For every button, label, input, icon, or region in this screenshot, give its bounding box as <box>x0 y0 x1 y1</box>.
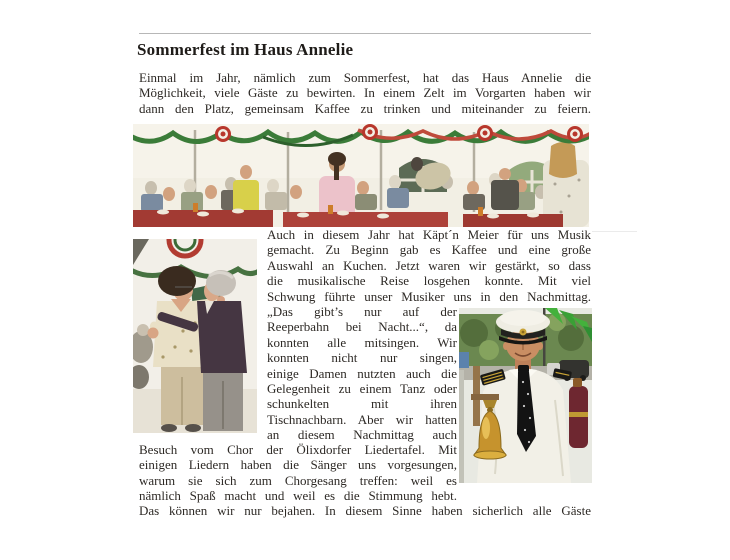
text-line: einigen Liedern haben die Sänger uns vorgesungen, <box>139 457 457 473</box>
scan-artifact-line <box>592 231 637 232</box>
text-line: gemacht. Zu Beginn gab es Kaffee und eine große <box>267 242 591 258</box>
text-line: dann den Platz, gemeinsam Kaffee zu trinken und miteinander zu feiern. <box>139 100 591 116</box>
captain-illustration <box>459 308 592 483</box>
text-line: nämlich Spaß macht und weil es die Stimmung hebt. <box>139 488 457 504</box>
text-line: Möglichkeit, viele Gäste zu bewirten. In einem Zelt im Vorgarten haben wir <box>139 85 591 101</box>
photo-dancing-couple <box>133 239 257 433</box>
tent-party-illustration <box>133 124 589 227</box>
text-line: an diesem Nachmittag auch <box>267 427 457 443</box>
photo-tent-party <box>133 124 589 227</box>
text-line: Besuch vom Chor der Ölixdorfer Liedertafel. Mit <box>139 442 457 457</box>
top-divider-rule <box>139 33 591 34</box>
closing-paragraph <box>139 503 591 518</box>
text-line: die musikalische Reise losgehen konnte. Mit viel <box>267 273 591 289</box>
text-line: Schwung führte unser Musiker uns in den Nachmittag. <box>267 288 591 304</box>
text-line: Reeperbahn bei Nacht...“, da <box>267 319 457 335</box>
text-line: „Das gibt’s nur auf der <box>267 304 457 319</box>
text-line: Gelegenheit zu einem Tanz oder <box>267 380 457 396</box>
text-line: Tischnachbarn. Aber wir hatten <box>267 411 457 427</box>
text-line: schunkelten mit ihren <box>267 396 457 412</box>
text-line: warum sie sich zum Chorgesang treffen: weil es <box>139 472 457 488</box>
paragraph-between-photos <box>267 304 457 443</box>
text-line: einige Damen nutzten auch die <box>267 365 457 381</box>
text-line: Einmal im Jahr, nämlich zum Sommerfest, hat das Haus Annelie die <box>139 70 591 85</box>
text-line: Das können wir nur bejahen. In diesem Sinne haben sicherlich alle Gäste <box>139 503 591 518</box>
text-line: konnten alle mitsingen. Wir <box>267 334 457 350</box>
paragraph-beside-captain-photo <box>139 442 457 504</box>
text-line: Auswahl an Kuchen. Jetzt waren wir gestärkt, so dass <box>267 257 591 273</box>
text-line: konnten nicht nur singen, <box>267 350 457 366</box>
text-line: Auch in diesem Jahr hat Käpt´n Meier für uns Musik <box>267 227 591 242</box>
photo-captain-with-bell <box>459 308 592 483</box>
intro-paragraph <box>139 70 591 116</box>
dancing-couple-illustration <box>133 239 257 433</box>
paragraph-beside-dance-photo <box>267 227 591 304</box>
article-title: Sommerfest im Haus Annelie <box>137 40 354 59</box>
